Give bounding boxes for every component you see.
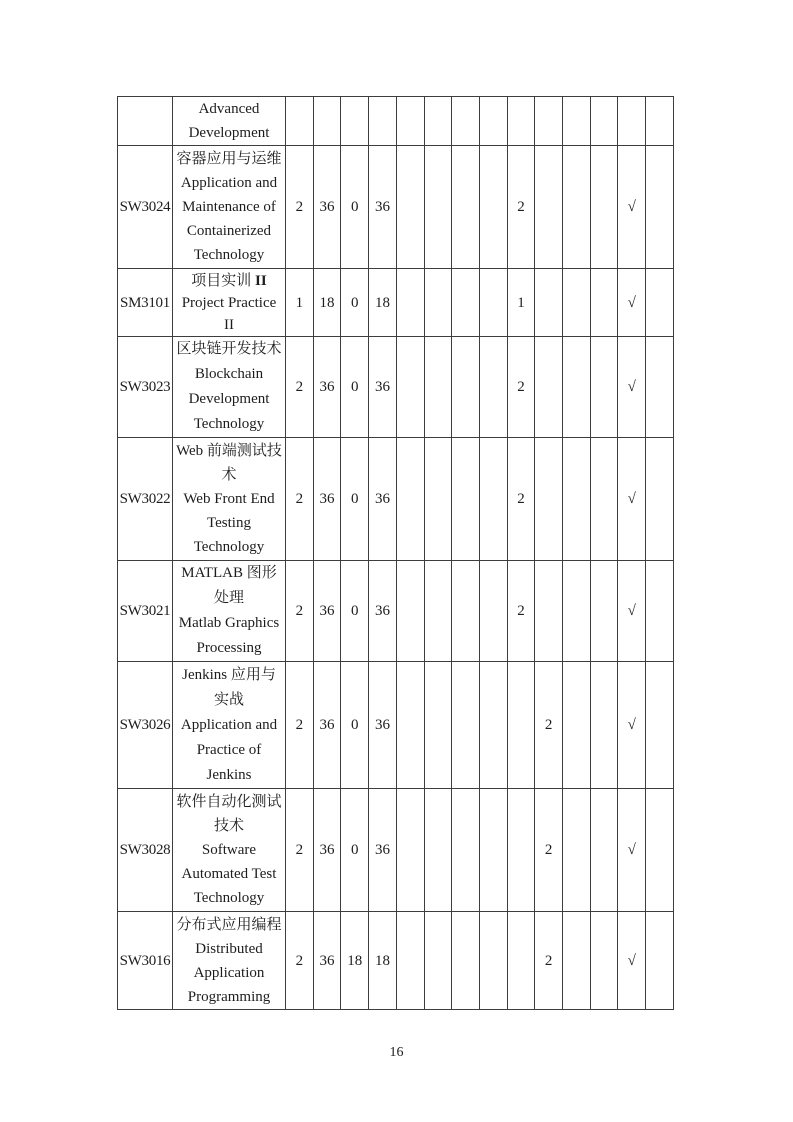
value-cell	[424, 146, 452, 269]
value-cell: 0	[341, 662, 369, 789]
value-cell	[452, 789, 480, 912]
value-cell: 36	[369, 438, 397, 561]
value-cell	[507, 97, 535, 146]
value-cell	[452, 662, 480, 789]
value-cell	[646, 438, 674, 561]
value-cell	[563, 789, 591, 912]
value-cell: 2	[286, 912, 314, 1010]
value-cell	[452, 912, 480, 1010]
value-cell	[479, 146, 507, 269]
page-number: 16	[389, 1045, 404, 1060]
value-cell	[563, 561, 591, 662]
value-cell	[286, 97, 314, 146]
curriculum-table-body	[118, 97, 674, 1010]
value-cell	[341, 97, 369, 146]
value-cell	[563, 912, 591, 1010]
value-cell: 18	[369, 912, 397, 1010]
course-name-line: Maintenance of	[182, 199, 276, 215]
curriculum-table	[117, 96, 674, 1010]
check-cell: √	[618, 269, 646, 337]
value-cell: 36	[369, 337, 397, 438]
value-cell: 36	[313, 912, 341, 1010]
course-name-line: 技术	[213, 818, 244, 834]
course-row	[118, 146, 674, 269]
value-cell	[452, 561, 480, 662]
value-cell	[646, 789, 674, 912]
value-cell: 0	[341, 146, 369, 269]
value-cell	[479, 662, 507, 789]
value-cell	[396, 438, 424, 561]
value-cell	[590, 662, 618, 789]
course-row	[118, 438, 674, 561]
value-cell: 36	[313, 561, 341, 662]
course-name-line: Technology	[193, 247, 265, 263]
value-cell	[535, 146, 563, 269]
course-row	[118, 97, 674, 146]
check-cell: √	[618, 561, 646, 662]
value-cell	[479, 438, 507, 561]
value-cell: 36	[369, 561, 397, 662]
check-cell: √	[618, 337, 646, 438]
course-row	[118, 662, 674, 789]
course-name-bold-segment: II	[255, 272, 267, 289]
value-cell	[396, 269, 424, 337]
course-name	[173, 438, 286, 561]
value-cell	[479, 912, 507, 1010]
course-row	[118, 269, 674, 337]
course-code: SW3024	[118, 146, 173, 269]
course-row	[118, 789, 674, 912]
course-name-line: Technology	[193, 890, 265, 906]
value-cell	[646, 337, 674, 438]
value-cell	[452, 337, 480, 438]
course-name-line: Application and	[180, 716, 278, 733]
value-cell: 2	[535, 912, 563, 1010]
course-name	[173, 662, 286, 789]
course-name-line: II	[224, 316, 234, 333]
course-name	[173, 146, 286, 269]
value-cell: 0	[341, 438, 369, 561]
value-cell: 1	[507, 269, 535, 337]
value-cell	[396, 146, 424, 269]
value-cell	[369, 97, 397, 146]
course-code: SW3016	[118, 912, 173, 1010]
value-cell	[590, 438, 618, 561]
value-cell: 2	[286, 337, 314, 438]
value-cell: 36	[313, 146, 341, 269]
value-cell	[618, 97, 646, 146]
value-cell: 36	[313, 662, 341, 789]
course-name-line: Processing	[196, 640, 262, 656]
course-row	[118, 337, 674, 438]
course-name	[173, 912, 286, 1010]
course-name	[173, 97, 286, 146]
course-name-line: Software	[201, 842, 257, 858]
course-name-line	[173, 270, 285, 292]
value-cell: 0	[341, 561, 369, 662]
value-cell	[563, 337, 591, 438]
course-name-line: Web 前端测试技	[176, 443, 282, 459]
course-name-line: Application	[193, 964, 265, 981]
value-cell	[396, 662, 424, 789]
value-cell	[646, 561, 674, 662]
value-cell	[646, 269, 674, 337]
value-cell: 2	[286, 146, 314, 269]
value-cell	[535, 561, 563, 662]
value-cell	[479, 337, 507, 438]
value-cell: 2	[507, 146, 535, 269]
value-cell	[452, 146, 480, 269]
value-cell	[424, 438, 452, 561]
course-code: SW3021	[118, 561, 173, 662]
value-cell: 1	[286, 269, 314, 337]
course-name	[173, 269, 286, 337]
course-name-line: Web Front End	[183, 491, 275, 507]
value-cell: 2	[286, 662, 314, 789]
check-cell: √	[618, 146, 646, 269]
course-row	[118, 561, 674, 662]
value-cell: 36	[313, 438, 341, 561]
value-cell	[452, 97, 480, 146]
course-code: SW3022	[118, 438, 173, 561]
course-name-line: Testing	[207, 515, 251, 531]
value-cell	[590, 337, 618, 438]
value-cell: 36	[369, 662, 397, 789]
value-cell	[396, 561, 424, 662]
value-cell	[535, 97, 563, 146]
course-name-line: Development	[188, 125, 270, 141]
course-name-line: 区块链开发技术	[176, 341, 282, 357]
value-cell	[507, 662, 535, 789]
value-cell	[563, 146, 591, 269]
value-cell: 2	[286, 561, 314, 662]
check-cell: √	[618, 438, 646, 561]
value-cell	[646, 146, 674, 269]
value-cell	[424, 561, 452, 662]
value-cell	[535, 337, 563, 438]
course-name-line: Programming	[187, 988, 271, 1005]
value-cell	[396, 97, 424, 146]
value-cell	[535, 438, 563, 561]
course-row	[118, 912, 674, 1010]
value-cell	[590, 789, 618, 912]
course-name-line: Development	[188, 391, 270, 407]
check-cell: √	[618, 789, 646, 912]
value-cell	[424, 912, 452, 1010]
value-cell: 36	[313, 789, 341, 912]
value-cell: 18	[341, 912, 369, 1010]
course-name-line: Technology	[193, 416, 265, 432]
value-cell	[563, 662, 591, 789]
value-cell	[507, 912, 535, 1010]
course-name-line: 实战	[213, 691, 244, 708]
value-cell	[590, 269, 618, 337]
value-cell: 0	[341, 269, 369, 337]
value-cell	[479, 789, 507, 912]
value-cell	[646, 912, 674, 1010]
value-cell: 36	[369, 789, 397, 912]
value-cell	[535, 269, 563, 337]
course-code: SW3023	[118, 337, 173, 438]
course-name-line: 术	[221, 467, 237, 483]
course-name-line: 软件自动化测试	[176, 794, 282, 810]
course-name	[173, 337, 286, 438]
check-cell: √	[618, 662, 646, 789]
value-cell	[396, 789, 424, 912]
course-name-line: Distributed	[195, 940, 263, 957]
course-name-line: Containerized	[186, 223, 272, 239]
course-name	[173, 789, 286, 912]
value-cell: 2	[507, 337, 535, 438]
value-cell: 18	[313, 269, 341, 337]
course-name-line: Practice of	[196, 741, 262, 758]
value-cell: 36	[313, 337, 341, 438]
course-name-line: 分布式应用编程	[176, 916, 282, 933]
course-name-line: Advanced	[198, 101, 260, 117]
value-cell	[590, 146, 618, 269]
value-cell	[313, 97, 341, 146]
value-cell: 2	[535, 789, 563, 912]
value-cell	[646, 662, 674, 789]
course-name-segment: 项目实训	[191, 272, 256, 289]
course-name-line: Jenkins 应用与	[182, 666, 276, 683]
value-cell	[590, 97, 618, 146]
value-cell	[479, 269, 507, 337]
value-cell	[563, 97, 591, 146]
course-code: SW3028	[118, 789, 173, 912]
course-name-line: Matlab Graphics	[178, 615, 280, 631]
course-name-line: MATLAB 图形	[181, 565, 277, 581]
value-cell: 2	[507, 438, 535, 561]
course-name-line: Blockchain	[194, 366, 264, 382]
value-cell	[590, 561, 618, 662]
value-cell: 2	[286, 789, 314, 912]
course-name-line: Jenkins	[206, 766, 252, 783]
value-cell	[424, 337, 452, 438]
value-cell	[424, 97, 452, 146]
course-name-line: 容器应用与运维	[176, 151, 282, 167]
value-cell	[452, 438, 480, 561]
course-name-line: 处理	[213, 590, 244, 606]
value-cell	[424, 789, 452, 912]
value-cell	[507, 789, 535, 912]
course-code	[118, 97, 173, 146]
check-cell: √	[618, 912, 646, 1010]
course-name-line: Automated Test	[181, 866, 277, 882]
value-cell: 18	[369, 269, 397, 337]
value-cell	[452, 269, 480, 337]
value-cell	[646, 97, 674, 146]
value-cell	[479, 97, 507, 146]
value-cell	[479, 561, 507, 662]
value-cell	[563, 438, 591, 561]
value-cell	[563, 269, 591, 337]
value-cell: 0	[341, 789, 369, 912]
value-cell: 36	[369, 146, 397, 269]
value-cell	[396, 912, 424, 1010]
value-cell	[396, 337, 424, 438]
value-cell	[424, 662, 452, 789]
value-cell: 0	[341, 337, 369, 438]
value-cell: 2	[507, 561, 535, 662]
value-cell: 2	[286, 438, 314, 561]
value-cell: 2	[535, 662, 563, 789]
course-code: SM3101	[118, 269, 173, 337]
course-name-line: Application and	[180, 175, 278, 191]
course-name	[173, 561, 286, 662]
course-name-line: Project Practice	[181, 294, 277, 311]
course-name-line: Technology	[193, 539, 265, 555]
course-code: SW3026	[118, 662, 173, 789]
value-cell	[424, 269, 452, 337]
value-cell	[590, 912, 618, 1010]
